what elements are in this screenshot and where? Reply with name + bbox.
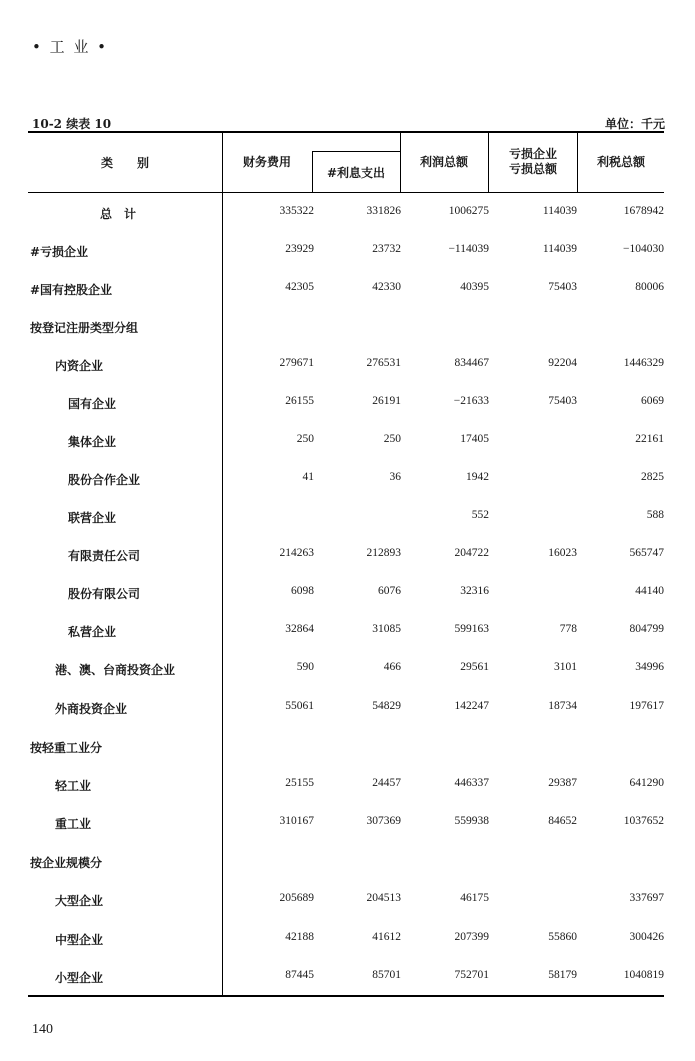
column-divider bbox=[577, 131, 578, 192]
cell-value: 310167 bbox=[279, 815, 314, 827]
row-label: 外商投资企业 bbox=[55, 702, 128, 716]
cell-value: 44140 bbox=[635, 585, 664, 597]
cell-value: 92204 bbox=[548, 357, 577, 369]
row-label: 重工业 bbox=[55, 817, 92, 831]
cell-value: 36 bbox=[389, 471, 401, 483]
column-header-loss-enterprise: 亏损企业 bbox=[508, 147, 557, 161]
cell-value: 84652 bbox=[548, 815, 577, 827]
table-bottom-rule bbox=[28, 995, 664, 997]
cell-value: 42330 bbox=[372, 281, 401, 293]
table-row bbox=[0, 892, 695, 912]
cell-value: 641290 bbox=[629, 777, 664, 789]
cell-value: 32864 bbox=[285, 623, 314, 635]
table-row bbox=[0, 777, 695, 797]
cell-value: 114039 bbox=[542, 205, 577, 217]
cell-value: 565747 bbox=[629, 547, 664, 559]
column-header-finance-cost: 财务费用 bbox=[242, 155, 291, 169]
table-row bbox=[0, 854, 695, 874]
row-label: 集体企业 bbox=[68, 435, 117, 449]
cell-value: 778 bbox=[559, 623, 577, 635]
row-label: 按轻重工业分 bbox=[30, 741, 103, 755]
cell-value: 23929 bbox=[285, 243, 314, 255]
table-row bbox=[0, 815, 695, 835]
table-row bbox=[0, 585, 695, 605]
cell-value: 250 bbox=[296, 433, 314, 445]
cell-value: 1942 bbox=[466, 471, 489, 483]
cell-value: 466 bbox=[383, 661, 401, 673]
cell-value: 446337 bbox=[454, 777, 489, 789]
table-row bbox=[0, 471, 695, 491]
cell-value: 752701 bbox=[454, 969, 489, 981]
cell-value: 300426 bbox=[629, 931, 664, 943]
row-label: #亏损企业 bbox=[30, 245, 89, 259]
cell-value: 41612 bbox=[372, 931, 401, 943]
cell-value: 559938 bbox=[454, 815, 489, 827]
table-row bbox=[0, 395, 695, 415]
table-row bbox=[0, 509, 695, 529]
cell-value: 1037652 bbox=[623, 815, 664, 827]
table-top-rule bbox=[28, 131, 664, 133]
cell-value: 331826 bbox=[366, 205, 401, 217]
cell-value: 1678942 bbox=[623, 205, 664, 217]
cell-value: −104030 bbox=[623, 243, 664, 255]
cell-value: 204722 bbox=[454, 547, 489, 559]
column-divider bbox=[488, 131, 489, 192]
row-label: 总 计 bbox=[100, 207, 137, 221]
row-label: 内资企业 bbox=[55, 359, 104, 373]
cell-value: 307369 bbox=[366, 815, 401, 827]
table-title: 10-2 续表 10 bbox=[32, 117, 112, 131]
column-header-profit-tax: 利税总额 bbox=[596, 155, 645, 169]
cell-value: 55860 bbox=[548, 931, 577, 943]
cell-value: 34996 bbox=[635, 661, 664, 673]
table-row bbox=[0, 661, 695, 681]
cell-value: 6098 bbox=[291, 585, 314, 597]
page-number: 140 bbox=[32, 1022, 53, 1037]
cell-value: 1006275 bbox=[448, 205, 489, 217]
cell-value: 80006 bbox=[635, 281, 664, 293]
row-label: 联营企业 bbox=[68, 511, 117, 525]
row-label: 中型企业 bbox=[55, 933, 104, 947]
cell-value: 75403 bbox=[548, 281, 577, 293]
table-row bbox=[0, 205, 695, 225]
cell-value: 114039 bbox=[542, 243, 577, 255]
cell-value: 16023 bbox=[548, 547, 577, 559]
unit-label: 单位：千元 bbox=[604, 117, 665, 131]
cell-value: 26155 bbox=[285, 395, 314, 407]
column-header-loss-total: 亏损总额 bbox=[508, 162, 557, 176]
cell-value: 17405 bbox=[460, 433, 489, 445]
row-label: 大型企业 bbox=[55, 894, 104, 908]
cell-value: 42305 bbox=[285, 281, 314, 293]
cell-value: 2825 bbox=[641, 471, 664, 483]
cell-value: 29561 bbox=[460, 661, 489, 673]
cell-value: 31085 bbox=[372, 623, 401, 635]
table-row bbox=[0, 623, 695, 643]
cell-value: 23732 bbox=[372, 243, 401, 255]
row-label: 国有企业 bbox=[68, 397, 117, 411]
cell-value: 250 bbox=[383, 433, 401, 445]
cell-value: 279671 bbox=[279, 357, 314, 369]
cell-value: 22161 bbox=[635, 433, 664, 445]
cell-value: 24457 bbox=[372, 777, 401, 789]
cell-value: 25155 bbox=[285, 777, 314, 789]
column-divider bbox=[400, 131, 401, 192]
row-label: 港、澳、台商投资企业 bbox=[55, 663, 176, 677]
cell-value: 32316 bbox=[460, 585, 489, 597]
cell-value: 58179 bbox=[548, 969, 577, 981]
row-label: 私营企业 bbox=[68, 625, 117, 639]
row-label: 股份合作企业 bbox=[68, 473, 141, 487]
cell-value: 75403 bbox=[548, 395, 577, 407]
cell-value: 18734 bbox=[548, 700, 577, 712]
section-header: • 工 业 • bbox=[32, 38, 108, 56]
column-header-category: 类 别 bbox=[100, 156, 149, 170]
cell-value: 1040819 bbox=[623, 969, 664, 981]
cell-value: 335322 bbox=[279, 205, 314, 217]
cell-value: 41 bbox=[302, 471, 314, 483]
cell-value: 46175 bbox=[460, 892, 489, 904]
cell-value: 3101 bbox=[554, 661, 577, 673]
row-label: 按登记注册类型分组 bbox=[30, 321, 139, 335]
cell-value: 588 bbox=[646, 509, 664, 521]
cell-value: −114039 bbox=[448, 243, 489, 255]
cell-value: 40395 bbox=[460, 281, 489, 293]
row-label: 按企业规模分 bbox=[30, 856, 103, 870]
table-row bbox=[0, 700, 695, 720]
cell-value: 85701 bbox=[372, 969, 401, 981]
cell-value: 55061 bbox=[285, 700, 314, 712]
cell-value: 205689 bbox=[279, 892, 314, 904]
cell-value: 337697 bbox=[629, 892, 664, 904]
cell-value: 276531 bbox=[366, 357, 401, 369]
cell-value: 1446329 bbox=[623, 357, 664, 369]
cell-value: 54829 bbox=[372, 700, 401, 712]
cell-value: 834467 bbox=[454, 357, 489, 369]
table-row bbox=[0, 547, 695, 567]
cell-value: 42188 bbox=[285, 931, 314, 943]
cell-value: 6069 bbox=[641, 395, 664, 407]
table-row bbox=[0, 931, 695, 951]
cell-value: 6076 bbox=[378, 585, 401, 597]
cell-value: 214263 bbox=[279, 547, 314, 559]
row-label: 股份有限公司 bbox=[68, 587, 141, 601]
table-row bbox=[0, 739, 695, 759]
row-label: #国有控股企业 bbox=[30, 283, 113, 297]
cell-value: 212893 bbox=[366, 547, 401, 559]
cell-value: 87445 bbox=[285, 969, 314, 981]
cell-value: 29387 bbox=[548, 777, 577, 789]
table-row bbox=[0, 433, 695, 453]
column-header-loss bbox=[492, 147, 574, 177]
cell-value: −21633 bbox=[453, 395, 489, 407]
cell-value: 804799 bbox=[629, 623, 664, 635]
column-header-total-profit: 利润总额 bbox=[419, 155, 468, 169]
cell-value: 207399 bbox=[454, 931, 489, 943]
cell-value: 142247 bbox=[454, 700, 489, 712]
column-header-interest-expense: #利息支出 bbox=[326, 166, 386, 180]
cell-value: 197617 bbox=[629, 700, 664, 712]
cell-value: 26191 bbox=[372, 395, 401, 407]
table-row bbox=[0, 319, 695, 339]
table-row bbox=[0, 969, 695, 989]
header-bottom-rule bbox=[28, 192, 664, 193]
table-row bbox=[0, 243, 695, 263]
table-row bbox=[0, 281, 695, 301]
row-label: 轻工业 bbox=[55, 779, 92, 793]
row-label: 有限责任公司 bbox=[68, 549, 141, 563]
cell-value: 599163 bbox=[454, 623, 489, 635]
cell-value: 204513 bbox=[366, 892, 401, 904]
table-row bbox=[0, 357, 695, 377]
row-label: 小型企业 bbox=[55, 971, 104, 985]
cell-value: 590 bbox=[296, 661, 314, 673]
cell-value: 552 bbox=[471, 509, 489, 521]
